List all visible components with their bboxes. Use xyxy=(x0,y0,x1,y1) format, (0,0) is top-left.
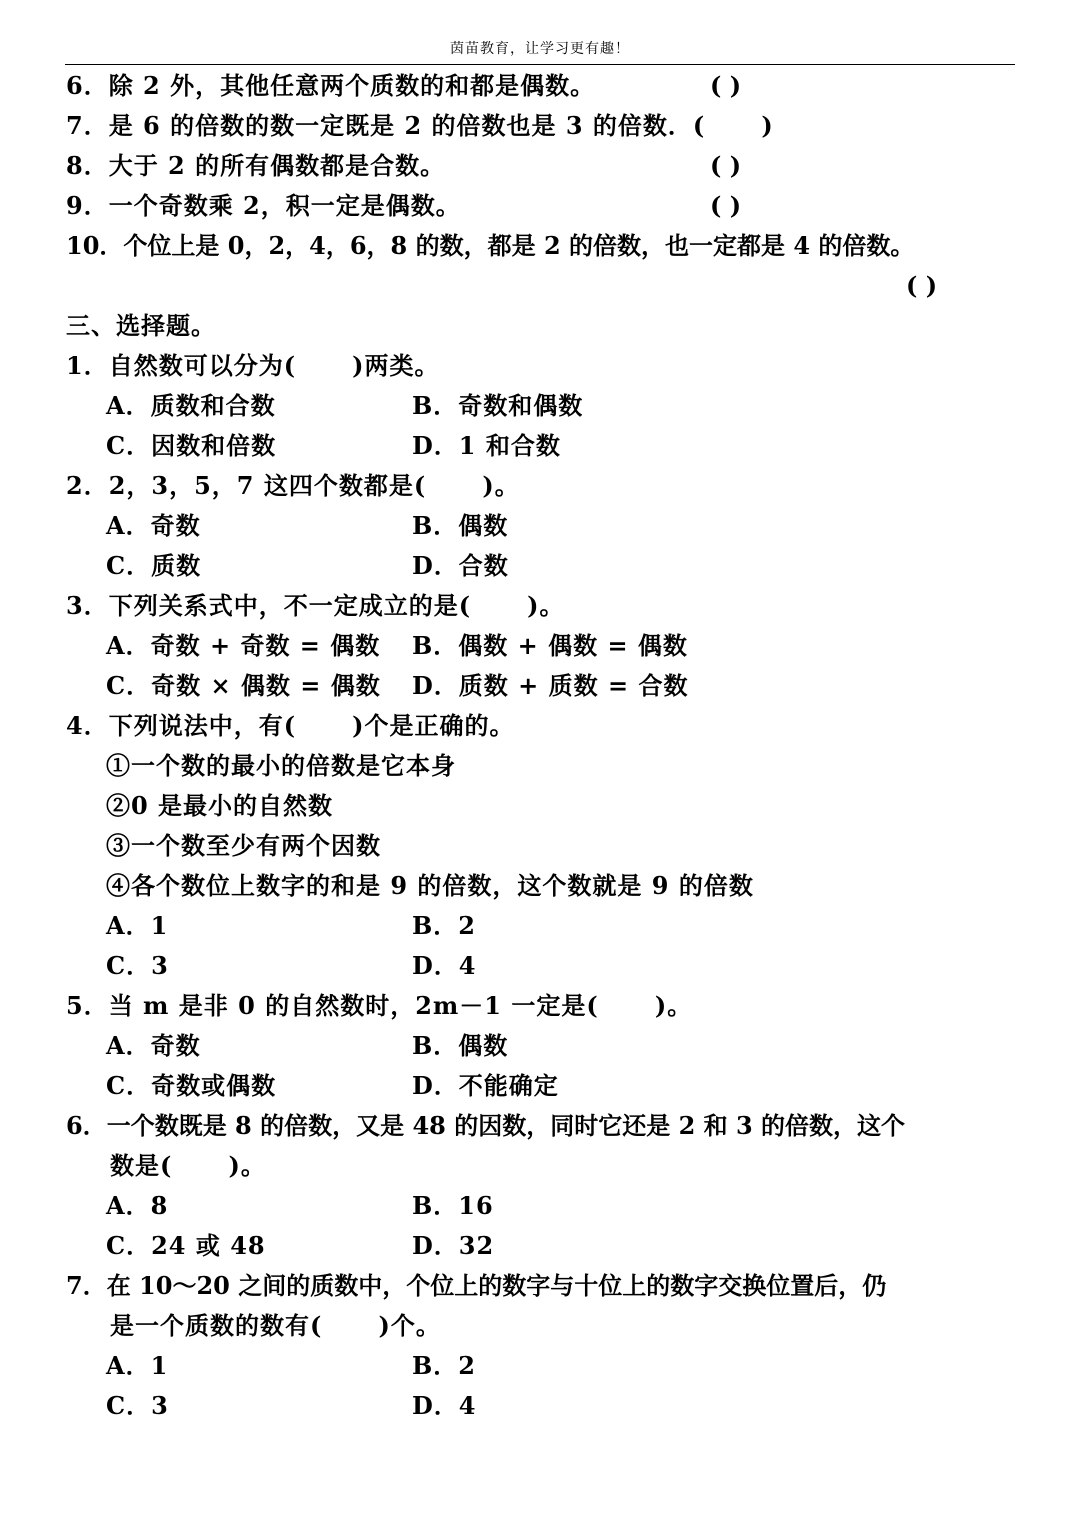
section-title: 三、选择题。 xyxy=(66,311,216,340)
q6-option-d: D．32 xyxy=(412,1231,495,1260)
q2-option-a: A．奇数 xyxy=(106,511,201,540)
q1-option-c: C．因数和倍数 xyxy=(106,431,277,460)
q6-option-b: B．16 xyxy=(412,1191,494,1220)
q7-option-b: B．2 xyxy=(412,1351,476,1380)
q5-option-d: D．不能确定 xyxy=(412,1071,559,1100)
q7-option-d: D．4 xyxy=(412,1391,477,1420)
q1-option-d: D．1 和合数 xyxy=(412,431,561,460)
q4-statement-2: ②0 是最小的自然数 xyxy=(106,791,334,820)
q7-option-c: C．3 xyxy=(106,1391,169,1420)
q4-statement-4: ④各个数位上数字的和是 9 的倍数，这个数就是 9 的倍数 xyxy=(106,871,754,900)
q2-option-b: B．偶数 xyxy=(412,511,509,540)
judge-10: 10．个位上是 0，2，4，6，8 的数，都是 2 的倍数，也一定都是 4 的倍数。 xyxy=(66,231,915,260)
q3-stem: 3．下列关系式中，不一定成立的是( )。 xyxy=(66,591,565,620)
q5-option-b: B．偶数 xyxy=(412,1031,509,1060)
q7-stem-line1: 7．在 10～20 之间的质数中，个位上的数字与十位上的数字交换位置后，仍 xyxy=(66,1271,887,1300)
q6-option-c: C．24 或 48 xyxy=(106,1231,266,1260)
judge-8-paren: ( ) xyxy=(710,151,742,180)
q1-option-a: A．质数和合数 xyxy=(106,391,276,420)
q6-stem-line2: 数是( )。 xyxy=(110,1151,266,1180)
q3-option-c: C．奇数 × 偶数 = 偶数 xyxy=(106,671,381,700)
q5-option-c: C．奇数或偶数 xyxy=(106,1071,277,1100)
judge-8: 8．大于 2 的所有偶数都是合数。 xyxy=(66,151,446,180)
q3-option-a: A．奇数 + 奇数 = 偶数 xyxy=(106,631,381,660)
q4-statement-3: ③一个数至少有两个因数 xyxy=(106,831,381,860)
q3-option-b: B．偶数 + 偶数 = 偶数 xyxy=(412,631,688,660)
q4-option-c: C．3 xyxy=(106,951,169,980)
q7-stem-line2: 是一个质数的数有( )个。 xyxy=(110,1311,441,1340)
q3-option-d: D．质数 + 质数 = 合数 xyxy=(412,671,689,700)
q6-stem-line1: 6．一个数既是 8 的倍数，又是 48 的因数，同时它还是 2 和 3 的倍数，这个 xyxy=(66,1111,906,1140)
q4-option-b: B．2 xyxy=(412,911,476,940)
q4-option-a: A．1 xyxy=(106,911,169,940)
judge-9-paren: ( ) xyxy=(710,191,742,220)
q5-option-a: A．奇数 xyxy=(106,1031,201,1060)
q1-option-b: B．奇数和偶数 xyxy=(412,391,584,420)
judge-6-paren: ( ) xyxy=(710,71,742,100)
q2-option-c: C．质数 xyxy=(106,551,202,580)
q5-stem: 5．当 m 是非 0 的自然数时，2m－1 一定是( )。 xyxy=(66,991,693,1020)
q4-stem: 4．下列说法中，有( )个是正确的。 xyxy=(66,711,515,740)
judge-9: 9．一个奇数乘 2，积一定是偶数。 xyxy=(66,191,461,220)
q7-option-a: A．1 xyxy=(106,1351,169,1380)
q1-stem: 1．自然数可以分为( )两类。 xyxy=(66,351,440,380)
judge-6: 6．除 2 外，其他任意两个质数的和都是偶数。 xyxy=(66,71,596,100)
q2-stem: 2．2，3，5，7 这四个数都是( )。 xyxy=(66,471,520,500)
judge-10-paren: ( ) xyxy=(906,271,938,300)
judge-7: 7．是 6 的倍数的数一定既是 2 的倍数也是 3 的倍数．( ) xyxy=(66,111,774,140)
q2-option-d: D．合数 xyxy=(412,551,509,580)
page-header: 茵苗教育，让学习更有趣！ xyxy=(450,41,630,57)
header-rule xyxy=(65,64,1015,65)
q6-option-a: A．8 xyxy=(106,1191,169,1220)
q4-option-d: D．4 xyxy=(412,951,477,980)
q4-statement-1: ①一个数的最小的倍数是它本身 xyxy=(106,751,456,780)
